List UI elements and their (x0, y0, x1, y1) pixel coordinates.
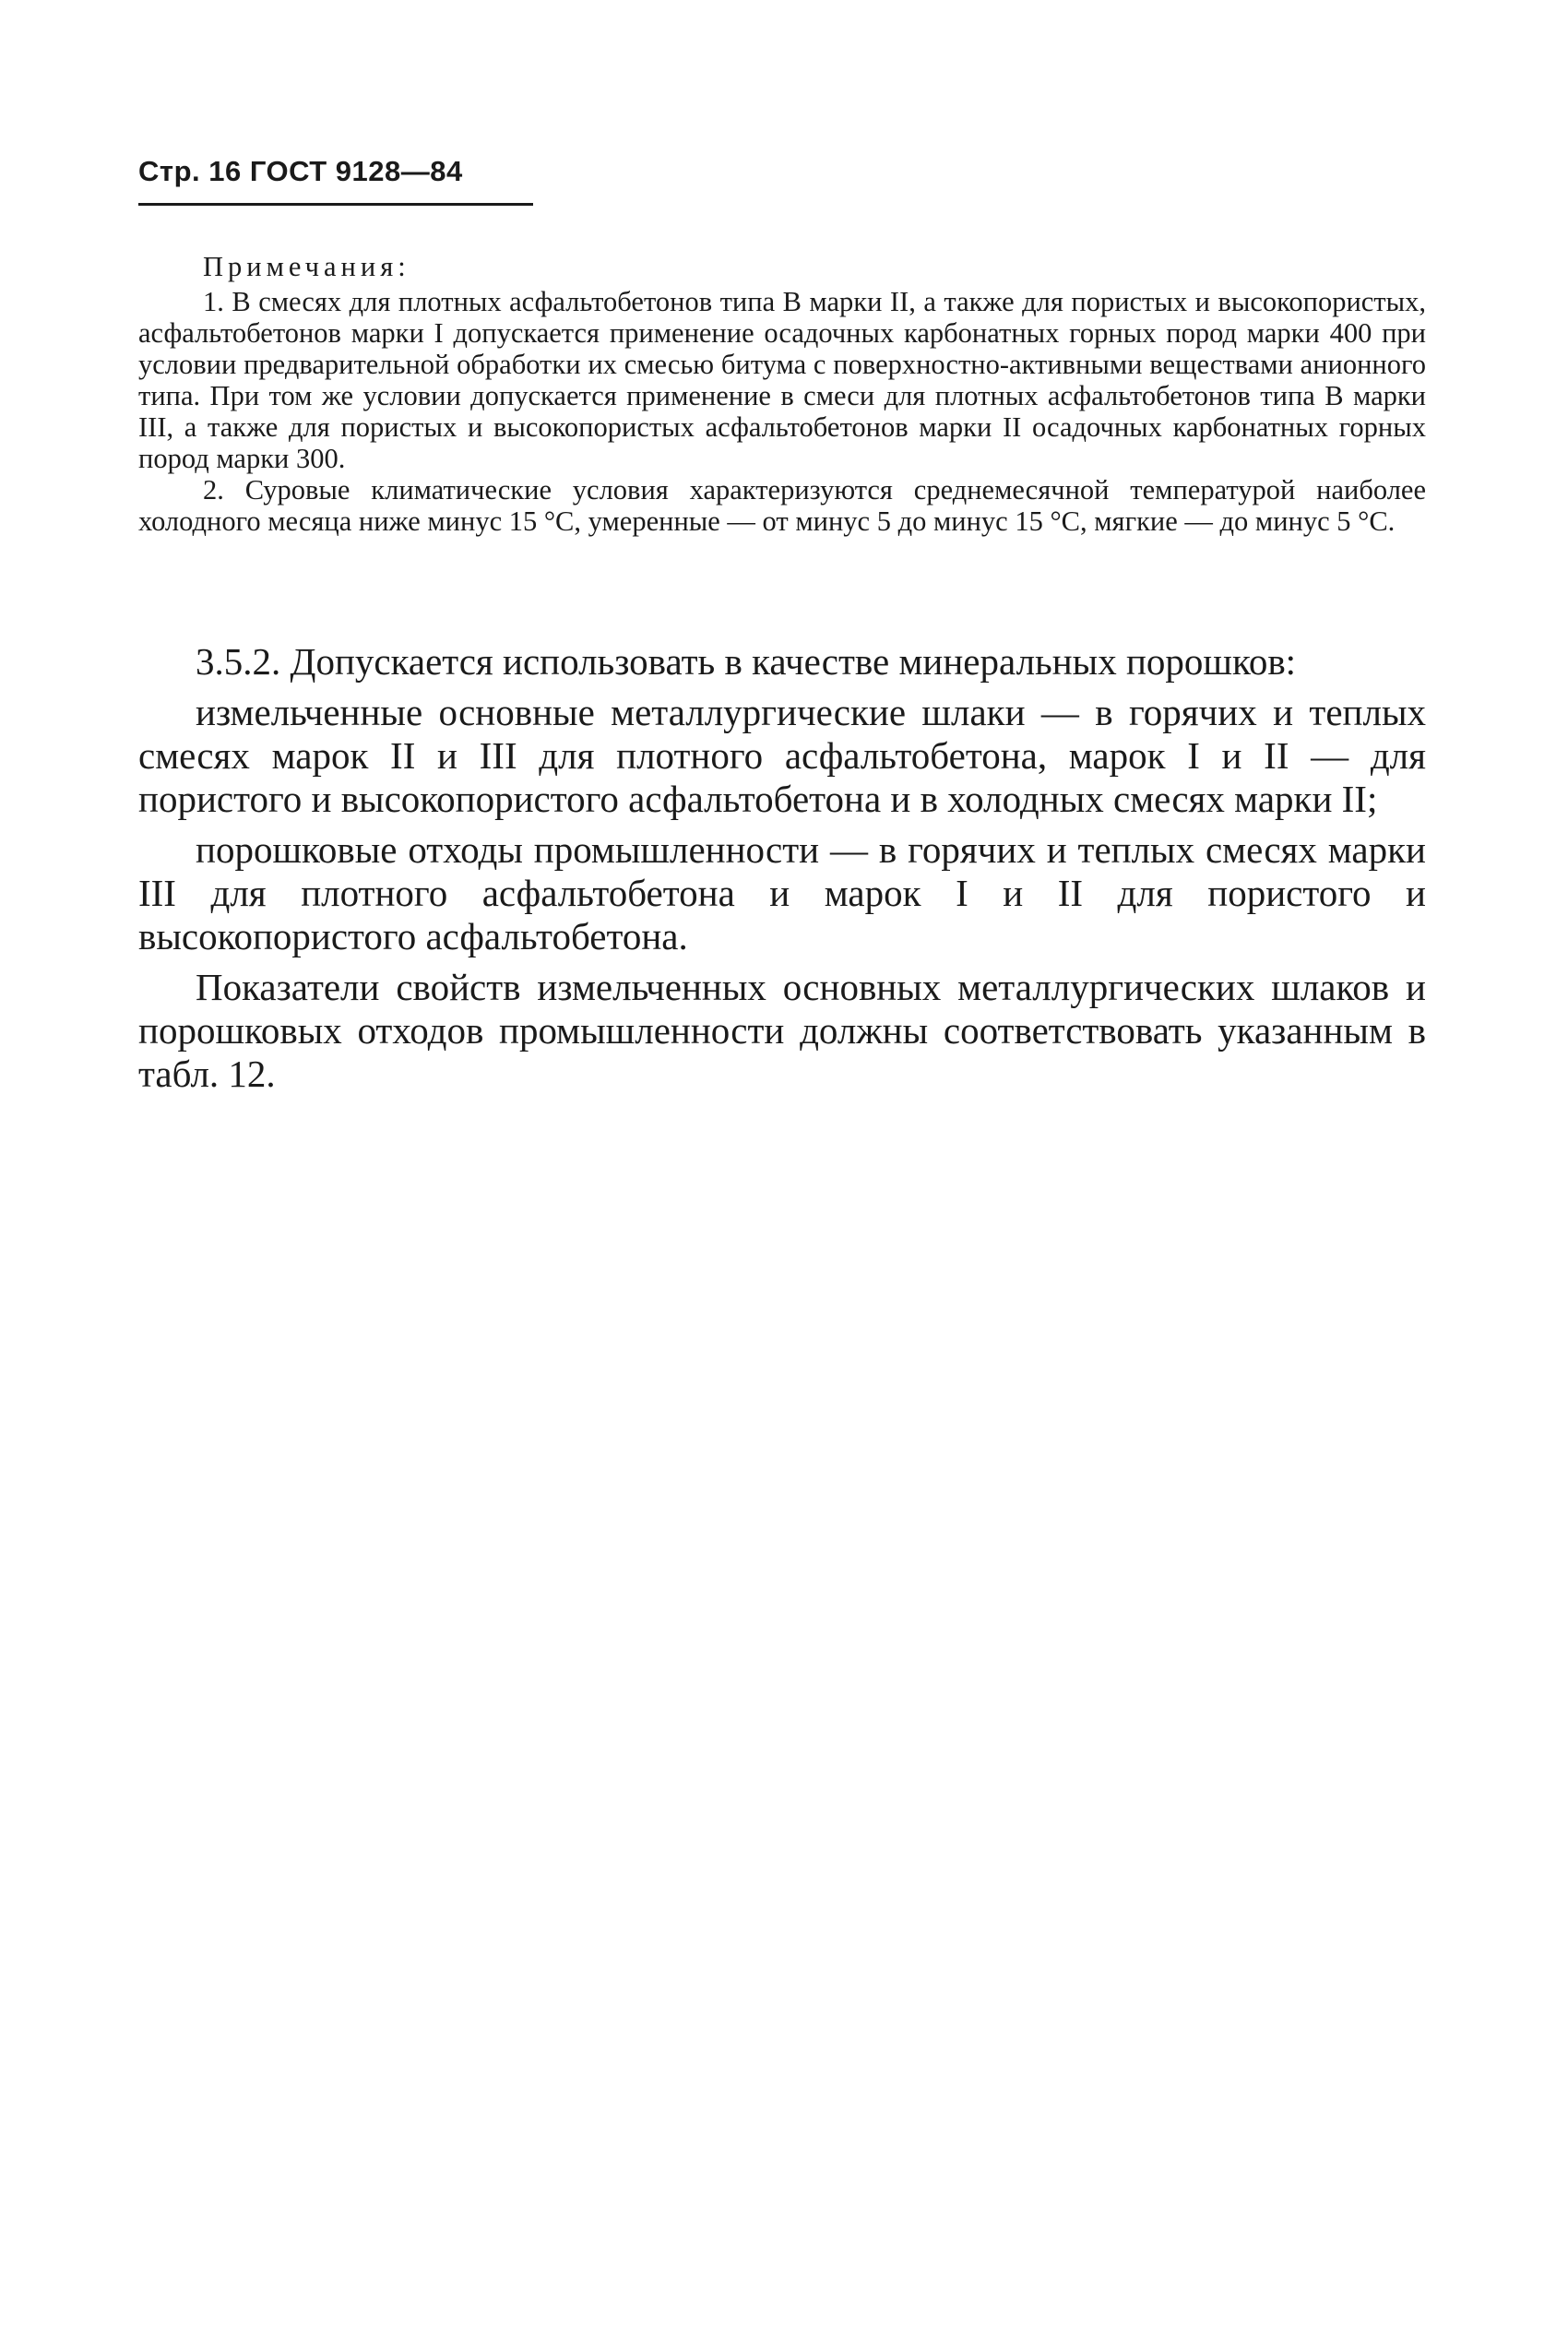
notes-section (138, 251, 1426, 537)
note-2: 2. Суровые климатические условия характеризуются среднемесячной температурой наиболее холодного месяца ниже минус 15 °С, умеренные — от минус 5 до минус 15 °С, мягкие — до минус 5 °С. (138, 474, 1426, 537)
note-1: 1. В смесях для плотных асфальтобетонов типа В марки II, а также для пористых и высокопористых, асфальтобетонов марки I допускается применение осадочных карбонатных горных пород марки 400 при условии предварительной обработки их смесью битума с поверхностно-активными веществами анионного типа. При том же условии допускается применение в смеси для плотных асфальтобетонов типа В марки III, а также для пористых и высокопористых асфальтобетонов марки II осадочных карбонатных горных пород марки 300. (138, 286, 1426, 474)
clause-3-5-2: 3.5.2. Допускается использовать в качестве минеральных порошков: (196, 640, 1297, 683)
header-rule (138, 203, 533, 206)
paragraph-slags: измельченные основные металлургические шлаки — в горячих и теплых смесях марок II и III для плотного асфальтобетона, марок I и II — для пористого и высокопористого асфальтобетона и в холодных смесях марки II; (138, 691, 1426, 820)
paragraph-properties: Показатели свойств измельченных основных металлургических шлаков и порошковых отходов промышленности должны соответствовать указанным в табл. 12. (138, 966, 1426, 1095)
main-text (138, 640, 1426, 1103)
paragraph-industrial-waste: порошковые отходы промышленности — в горячих и теплых смесях марки III для плотного асфальтобетона и марок I и II для пористого и высокопористого асфальтобетона. (138, 828, 1426, 957)
notes-heading: Примечания: (203, 251, 410, 282)
page-header: Стр. 16 ГОСТ 9128—84 (138, 155, 463, 187)
